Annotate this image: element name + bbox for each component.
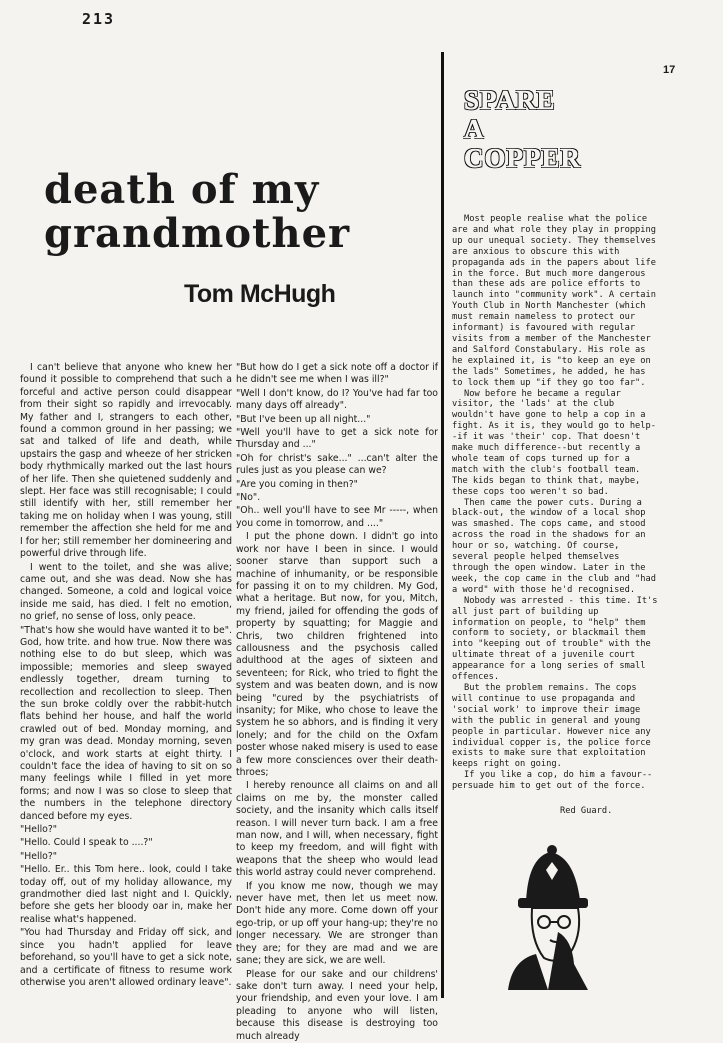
page-number-right: 17 [663,64,676,76]
paragraph: Please for our sake and our childrens' sake don't turn away. I need your help, your friendship, and even your love. I am pleading to anyone who will listen, because this disease is destroying too much already [236,968,438,1042]
paragraph: "Are you coming in then?" [236,478,358,490]
paragraph: I hereby renounce all claims on and all claims on me by, the monster called society, and the insanity which calls itself reason. I will never turn back. I am a free man now, and I will, when necessary, fight to keep my freedom, and will fight with weapons that the sheep who would lead this world astray could never comprehend. [236,780,438,879]
paragraph: Now before he became a regular visitor, the 'lads' at the club wouldn't have gone to help a cop in a fight. As it is, they would go to help--if it was 'their' cop. That doesn't make much difference--but recently a whole team of cops turned up for a match with the club's football team. The kids began to think that, maybe, these cops too weren't so bad. [452,388,656,497]
paragraph: I can't believe that anyone who knew her found it possible to comprehend that such a forceful and active person could disappear from their sight so rapidly and irrevocably. My father and I, strangers to each other, found a common ground in her passing; we sat and talked of life and death, while upstairs the gasp and wheeze of her stricken body rhythmically marked out the last hours of her life. Then she quietened suddenly and slept. Her face was still recognisable; I could still identify with her, still remember her taking me on holiday when I was young, still remember the affection she held for me and I for her; still remember her domineering and powerful drive through life. [20,362,232,560]
article-title-left: death of my grandmother [44,166,351,257]
paragraph: "Oh for christ's sake..." ...can't alter the rules just as you please can we? [236,452,438,477]
paragraph: Most people realise what the police are and what role they play in propping up our unequal society. They themselves are anxious to obscure this with propaganda ads in the papers about life in the force. But much more dangerous than these ads are police efforts to launch into "community work". A certain Youth Club in North Manchester (which must remain nameless to protect our informant) is favoured with regular visits from a member of the Manchester and Salford Constabulary. His role as he explained it, is "to keep an eye on the lads" Sometimes, he added, he has to lock them up "if they go too far". [452,214,656,388]
title-line: A [464,114,485,144]
paragraph: "Well I don't know, do I? You've had far too many days off already". [236,387,438,412]
paragraph: "You had Thursday and Friday off sick, and since you hadn't applied for leave beforehand, so you'll have to get a sick note, and a certificate of fitness to resume work otherwise you aren't allowed ordinary leave". [20,927,232,988]
paragraph: If you like a cop, do him a favour--persuade him to get out of the force. [452,770,653,792]
paragraph: But the problem remains. The cops will continue to use propaganda and 'social work' to improve their image with the public in general and young people in particular. However nice any individual copper is, the police force exists to make sure that exploitation keeps right on going. [452,682,651,770]
paragraph: Nobody was arrested - this time. It's all just part of building up information on people, to "help" them conform to society, or blackmail them into "keeping out of trouble" with the ultimate threat of a juvenile court appearance for a long series of small offences. [452,595,658,683]
article-column-3 [452,214,660,814]
article-title-right [464,86,664,173]
article-author: Tom McHugh [184,280,336,308]
paragraph: "Well you'll have to get a sick note for Thursday and ..." [236,427,438,451]
article-column-1 [20,362,232,992]
paragraph: If you know me now, though we may never have met, then let us meet now. Don't hide any more. Come down off your ego-trip, or up off your hang-up; they're no longer necessary. We are stronger than they are; for they are mad and we are sane; they are sick, we are well. [236,880,438,967]
policeman-helmet-drawing-icon [488,840,608,990]
title-line: COPPER [464,143,581,173]
page-number-left: 213 [82,10,116,28]
paragraph: "No". [236,492,261,504]
paragraph: I went to the toilet, and she was alive; came out, and she was dead. Now she has changed. Someone, a cold and logical voice inside me said, has died. I felt no emotion, no grief, no sense of loss, only peace. [20,561,232,623]
signoff: Red Guard. [560,806,613,816]
paragraph: "Hello. Er.. this Tom here.. look, could I take today off, out of my holiday allowance, my grandmother died last night and I. Quickly, before she gets her bloody oar in, make her realise what's happened. [20,864,232,925]
paragraph: "Hello?" [20,850,58,862]
paragraph: "Hello?" [20,824,58,836]
title-line: SPARE [464,85,556,115]
paragraph: "But I've been up all night..." [236,413,371,425]
paragraph: "Hello. Could I speak to ....?" [20,837,153,849]
paragraph: Then came the power cuts. During a black-out, the window of a local shop was smashed. The cops came, and stood across the road in the shadows for an hour or so, watching. Of course, several people helped themselves through the open window. Later in the week, the cop came in the club and "had a word" with those he'd recognised. [452,497,656,595]
paragraph: I put the phone down. I didn't go into work nor have I been in since. I would sooner starve than support such a machine of inhumanity, or be responsible for passing it on to my children. My God, what a heritage. But now, for you, Mitch, my friend, jailed for offending the gods of property by squatting; for Maggie and Chris, two children frightened into callousness and the psychosis called adulthood at the ages of sixteen and seventeen; for Rick, who tried to fight the system and was beaten down, and is now being "cured by the psychiatrists of insanity; for Mike, who chose to leave the system he so abhors, and is finding it very lonely; and for the child on the Oxfam poster whose naked misery is used to ease a few more consciences over their death-throes; [236,531,438,778]
article-column-2 [236,362,438,1042]
paragraph: "Oh.. well you'll have to see Mr -----, when you come in tomorrow, and ...." [236,505,438,529]
paragraph: "That's how she would have wanted it to be". God, how trite. and how true. Now there was nothing else to do but sleep, which was impossible; memories and sleep swayed endlessly together, dream turning to recollection and recollection to sleep. Then the sun broke coldly over the rabbit-hutch flats behind her house, and half the world crawled out of bed. Monday morning, and my gran was dead. Monday morning, seven o'clock, and work starts at eight thirty. I couldn't face the idea of having to sit on so many feelings while I filled in yet more forms; and now I was so close to sleep that the numbers in the telephone directory danced before my eyes. [20,624,232,822]
column-divider [441,52,444,998]
paragraph: "But how do I get a sick note off a doctor if he didn't see me when I was ill?" [236,362,438,386]
